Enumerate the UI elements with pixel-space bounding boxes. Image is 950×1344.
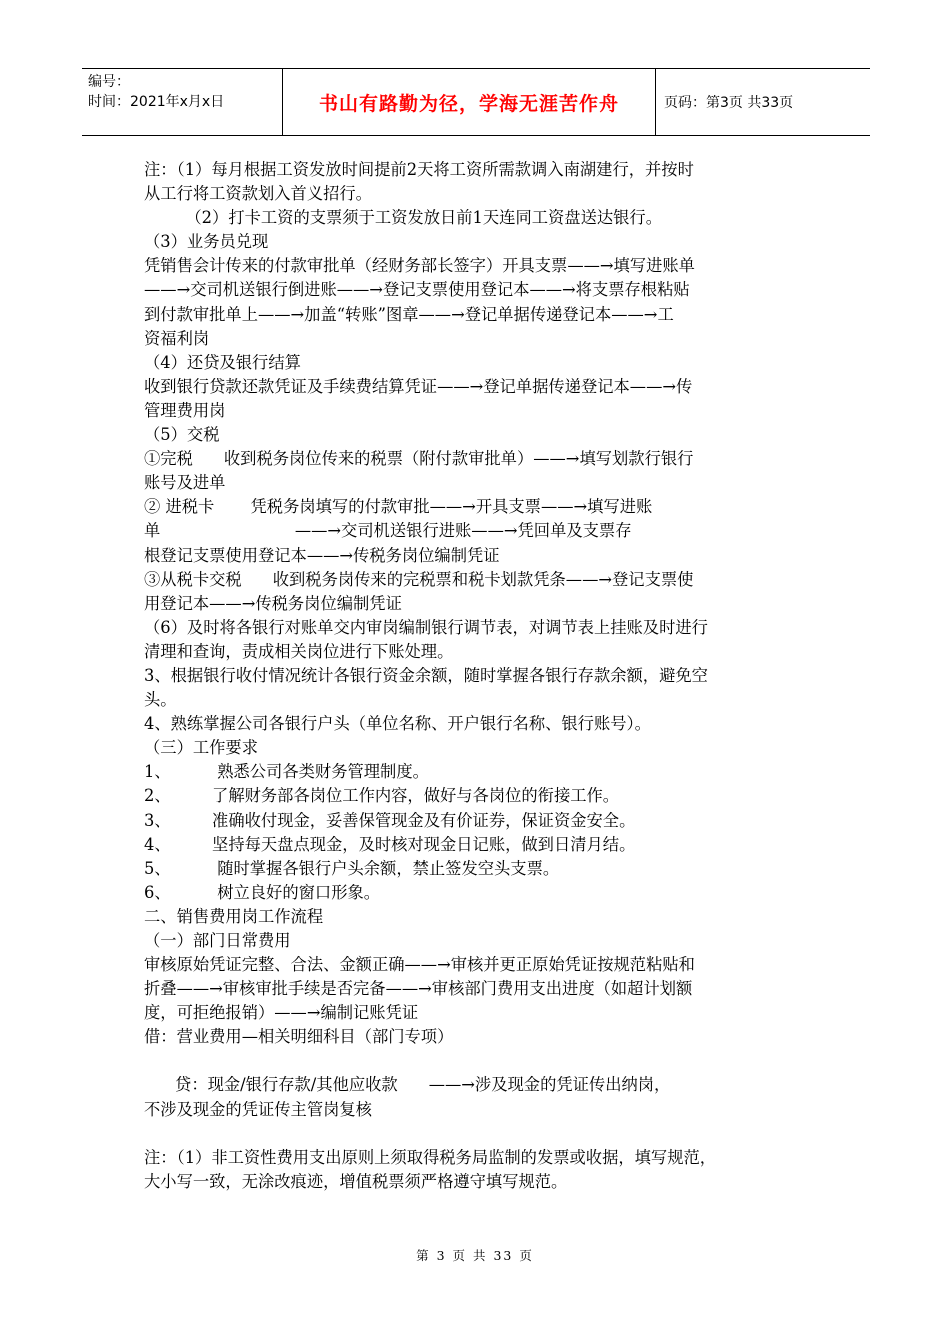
text-line: 收到银行贷款还款凭证及手续费结算凭证——→登记单据传递登记本——→传 [144,376,693,396]
text-line: 2、 了解财务部各岗位工作内容，做好与各岗位的衔接工作。 [144,786,620,806]
text-line: 管理费用岗 [144,400,226,420]
text-line: （一）部门日常费用 [144,931,291,950]
text-line: 审核原始凭证完整、合法、金额正确——→审核并更正原始凭证按规范粘贴和 [144,955,695,975]
text-line: 3、根据银行收付情况统计各银行资金余额，随时掌握各银行存款余额，避免空 [144,665,708,685]
text-line: 根登记支票使用登记本——→传税务岗位编制凭证 [144,545,500,565]
page-header [82,68,870,136]
text-block-2 [144,1073,808,1121]
header-meta [82,69,282,135]
text-line: ② 进税卡 凭税务岗填写的付款审批——→开具支票——→填写进账 [144,497,653,517]
page-footer: 第 3 页 共 33 页 [416,1248,534,1263]
text-line: 到付款审批单上——→加盖“转账”图章——→登记单据传递登记本——→工 [144,304,674,324]
text-line: 单 ——→交司机送银行进账——→凭回单及支票存 [144,521,632,541]
text-line: ——→交司机送银行倒进账——→登记支票使用登记本——→将支票存根粘贴 [144,280,690,300]
text-line: 注：（1）每月根据工资发放时间提前2天将工资所需款调入南湖建行，并按时 [144,160,694,179]
header-motto: 书山有路勤为径，学海无涯苦作舟 [282,69,656,135]
text-line: 从工行将工资款划入首义招行。 [144,184,372,204]
text-line: 清理和查询，责成相关岗位进行下账处理。 [144,641,454,661]
text-line: （4）还贷及银行结算 [144,352,301,372]
text-line: 6、 树立良好的窗口形象。 [144,882,381,902]
text-line: （3）业务员兑现 [144,232,269,252]
text-line: 大小写一致，无涂改痕迹，增值税票须严格遵守填写规范。 [144,1171,568,1191]
text-line: 二、销售费用岗工作流程 [144,906,324,926]
text-line: 凭销售会计传来的付款审批单（经财务部长签字）开具支票——→填写进账单 [144,256,695,276]
text-line: 贷：现金/银行存款/其他应收款 ——→涉及现金的凭证传出纳岗， [144,1075,671,1095]
text-line: 账号及进单 [144,473,226,493]
blank-line [144,1049,808,1073]
text-line: 资福利岗 [144,328,210,348]
text-line: ③从税卡交税 收到税务岗传来的完税票和税卡划款凭条——→登记支票使 [144,569,694,589]
text-line: （三）工作要求 [144,738,258,758]
document-body [144,158,808,1194]
text-line: 1、 熟悉公司各类财务管理制度。 [144,762,429,782]
text-line: 用登记本——→传税务岗位编制凭证 [144,593,402,613]
text-line: 4、 坚持每天盘点现金，及时核对现金日记账，做到日清月结。 [144,834,636,854]
text-line: （5）交税 [144,425,220,445]
text-line: 5、 随时掌握各银行户头余额，禁止签发空头支票。 [144,858,560,878]
text-line: 头。 [144,690,177,710]
header-page-info: 页码：第3页 共33页 [664,95,794,111]
text-line: 折叠——→审核审批手续是否完备——→审核部门费用支出进度（如超计划额 [144,979,693,999]
text-line: 不涉及现金的凭证传主管岗复核 [144,1099,372,1119]
text-block-1 [144,158,808,1049]
text-line: 度，可拒绝报销）——→编制记账凭证 [144,1003,419,1023]
document-number-label: 编号： [88,74,130,90]
document-date: 时间：2021年x月x日 [88,94,225,110]
text-line: 4、熟练掌握公司各银行户头（单位名称、开户银行名称、银行账号）。 [144,714,651,734]
blank-line [144,1122,808,1146]
text-line: 3、 准确收付现金，妥善保管现金及有价证券，保证资金安全。 [144,810,636,830]
text-line: 借：营业费用—相关明细科目（部门专项） [144,1027,454,1047]
text-line: （2）打卡工资的支票须于工资发放日前1天连同工资盘送达银行。 [144,208,662,228]
text-line: ①完税 收到税务岗位传来的税票（附付款审批单）——→填写划款行银行 [144,449,694,469]
text-line: （6）及时将各银行对账单交内审岗编制银行调节表，对调节表上挂账及时进行 [144,617,708,637]
text-line: 注：（1）非工资性费用支出原则上须取得税务局监制的发票或收据，填写规范， [144,1147,717,1167]
text-block-3 [144,1146,808,1194]
